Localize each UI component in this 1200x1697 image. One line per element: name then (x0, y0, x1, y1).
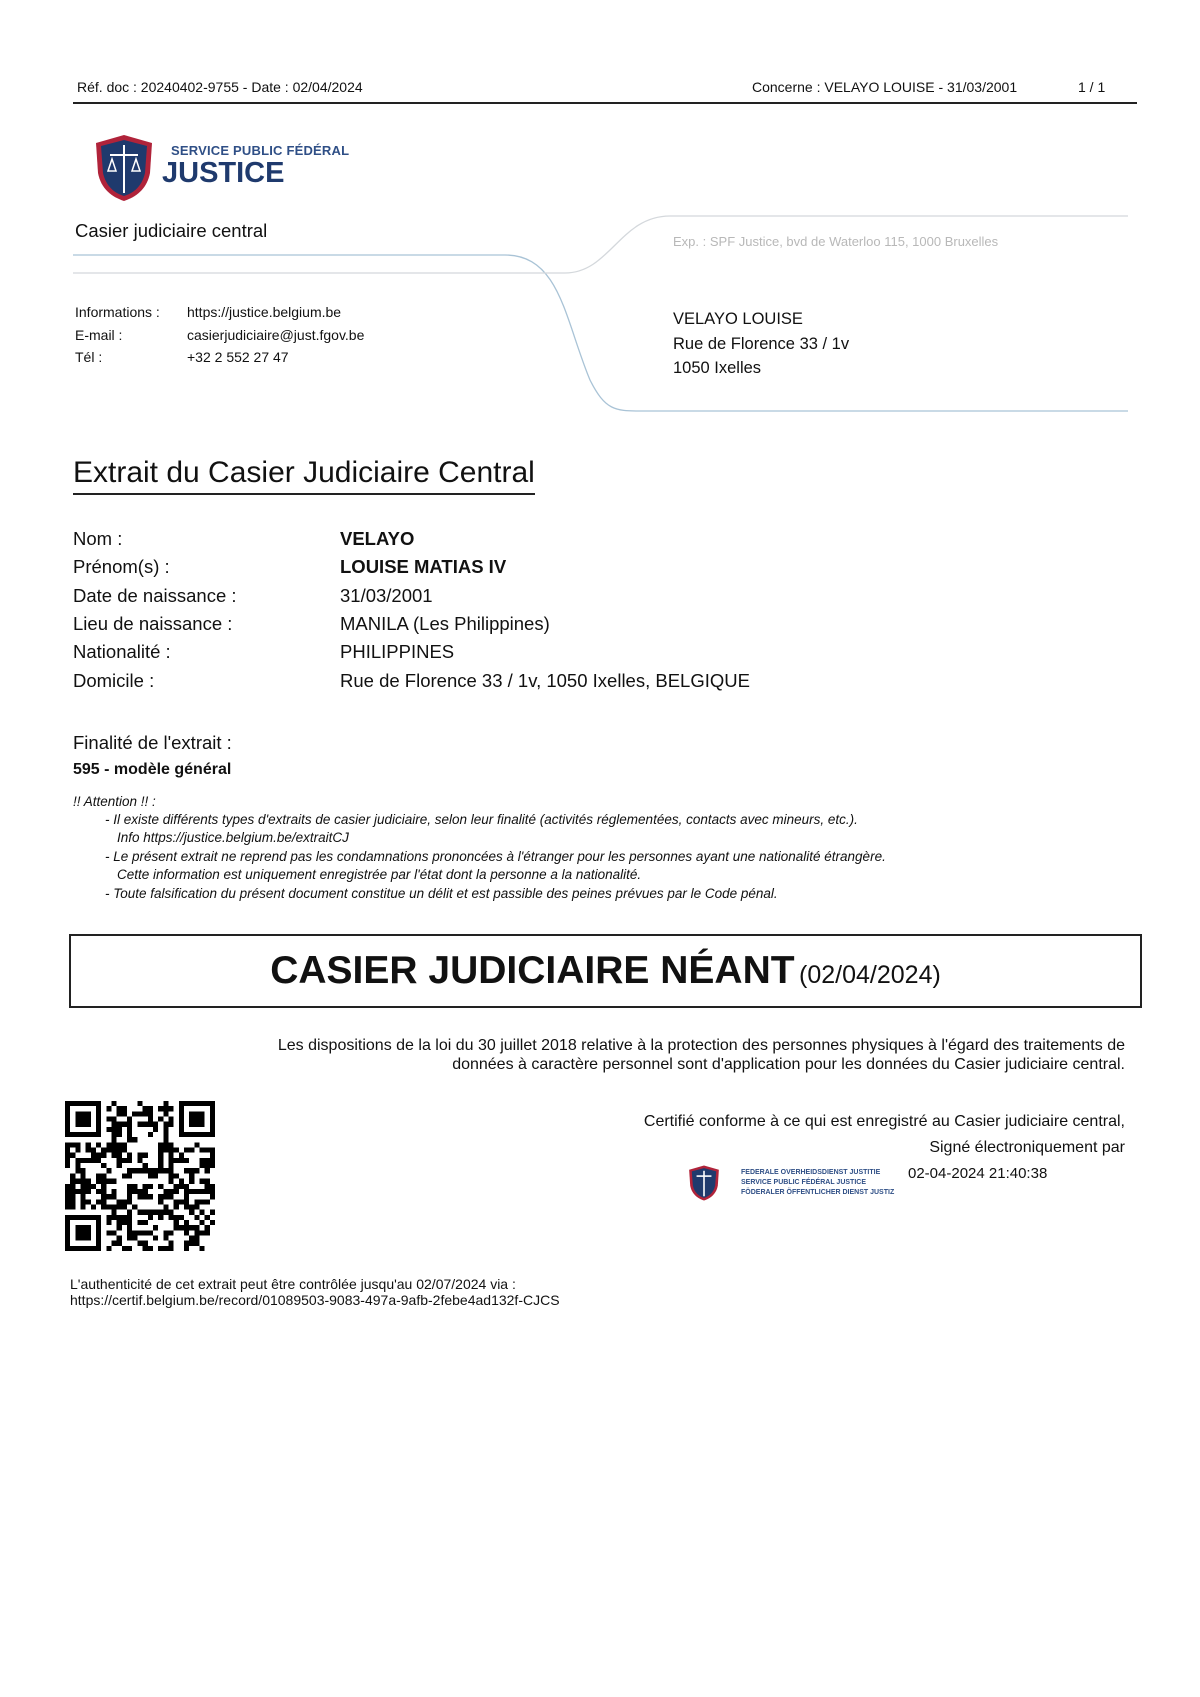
attention-line: Cette information est uniquement enregistrée par l'état dont la personne a la nationalité. (117, 867, 642, 882)
contact-email-label: E-mail : (75, 327, 123, 343)
concerne-header: Concerne : VELAYO LOUISE - 31/03/2001 (752, 79, 1018, 95)
purpose-value: 595 - modèle général (73, 761, 232, 778)
department-name: Casier judiciaire central (75, 220, 268, 241)
contact-phone-label: Tél : (75, 349, 103, 365)
legal-notice-line: données à caractère personnel sont d'application pour les données du Casier judiciaire central. (452, 1056, 1125, 1073)
qr-code[interactable] (65, 1101, 215, 1251)
field-value-nom: VELAYO (340, 528, 415, 549)
seal-shield-icon (687, 1164, 721, 1202)
authenticity-url[interactable]: https://certif.belgium.be/record/01089503-9083-497a-9afb-2febe4ad132f-CJCS (70, 1292, 560, 1308)
seal-line-fr: SERVICE PUBLIC FÉDÉRAL JUSTICE (741, 1179, 866, 1186)
seal-text (741, 1168, 894, 1198)
seal-line-nl: FEDERALE OVERHEIDSDIENST JUSTITIE (741, 1169, 881, 1176)
authenticity-notice: L'authenticité de cet extrait peut être contrôlée jusqu'au 02/07/2024 via : (70, 1276, 516, 1292)
signed-by-line: Signé électroniquement par (929, 1139, 1125, 1156)
attention-line: - Toute falsification du présent document constitue un délit et est passible des peines prévues par le Code pénal. (105, 886, 778, 901)
contact-info-link[interactable]: https://justice.belgium.be (187, 304, 342, 320)
field-label-nom: Nom : (73, 528, 123, 549)
field-label-birthplace: Lieu de naissance : (73, 613, 233, 634)
field-label-birthdate: Date de naissance : (73, 585, 237, 606)
field-value-nationality: PHILIPPINES (340, 641, 455, 662)
logo-title: JUSTICE (162, 157, 285, 189)
attention-line: - Le présent extrait ne reprend pas les condamnations prononcées à l'étranger pour les personnes ayant une nationalité étrangère. (105, 849, 886, 864)
page-title: Extrait du Casier Judiciaire Central (73, 456, 535, 495)
contact-info-label: Informations : (75, 304, 160, 320)
sender-address: Exp. : SPF Justice, bvd de Waterloo 115, 1000 Bruxelles (673, 234, 999, 249)
signature-timestamp: 02-04-2024 21:40:38 (908, 1165, 1048, 1182)
field-value-birthdate: 31/03/2001 (340, 585, 433, 606)
attention-line: - Il existe différents types d'extraits de casier judiciaire, selon leur finalité (activités réglementées, contacts avec mineurs, etc.). (105, 812, 858, 827)
field-value-birthplace: MANILA (Les Philippines) (340, 613, 550, 634)
decorative-curves (0, 0, 1200, 430)
contact-phone-value: +32 2 552 27 47 (187, 349, 289, 365)
field-label-domicile: Domicile : (73, 670, 155, 691)
result-box (69, 934, 1142, 1008)
recipient-name: VELAYO LOUISE (673, 310, 803, 328)
field-label-nationality: Nationalité : (73, 641, 171, 662)
logo-subtitle: SERVICE PUBLIC FÉDÉRAL (171, 143, 350, 158)
contact-email-link[interactable]: casierjudiciaire@just.fgov.be (187, 327, 365, 343)
page-number: 1 / 1 (1078, 79, 1106, 95)
field-value-prenom: LOUISE MATIAS IV (340, 556, 507, 577)
purpose-label: Finalité de l'extrait : (73, 732, 232, 753)
recipient-city: 1050 Ixelles (673, 359, 762, 377)
document-reference: Réf. doc : 20240402-9755 - Date : 02/04/2024 (77, 79, 363, 95)
legal-notice-line: Les dispositions de la loi du 30 juillet 2018 relative à la protection des personnes physiques à l'égard des traitements de (277, 1037, 1125, 1054)
field-label-prenom: Prénom(s) : (73, 556, 170, 577)
field-value-domicile: Rue de Florence 33 / 1v, 1050 Ixelles, BELGIQUE (340, 670, 750, 691)
result-text: CASIER JUDICIAIRE NÉANT (270, 949, 795, 992)
seal-line-de: FÖDERALER ÖFFENTLICHER DIENST JUSTIZ (741, 1189, 895, 1196)
attention-title: !! Attention !! : (73, 794, 156, 809)
result-date: (02/04/2024) (799, 961, 941, 989)
attention-line: Info https://justice.belgium.be/extraitCJ (117, 830, 349, 845)
recipient-street: Rue de Florence 33 / 1v (673, 335, 850, 353)
certification-line: Certifié conforme à ce qui est enregistré au Casier judiciaire central, (643, 1113, 1125, 1130)
